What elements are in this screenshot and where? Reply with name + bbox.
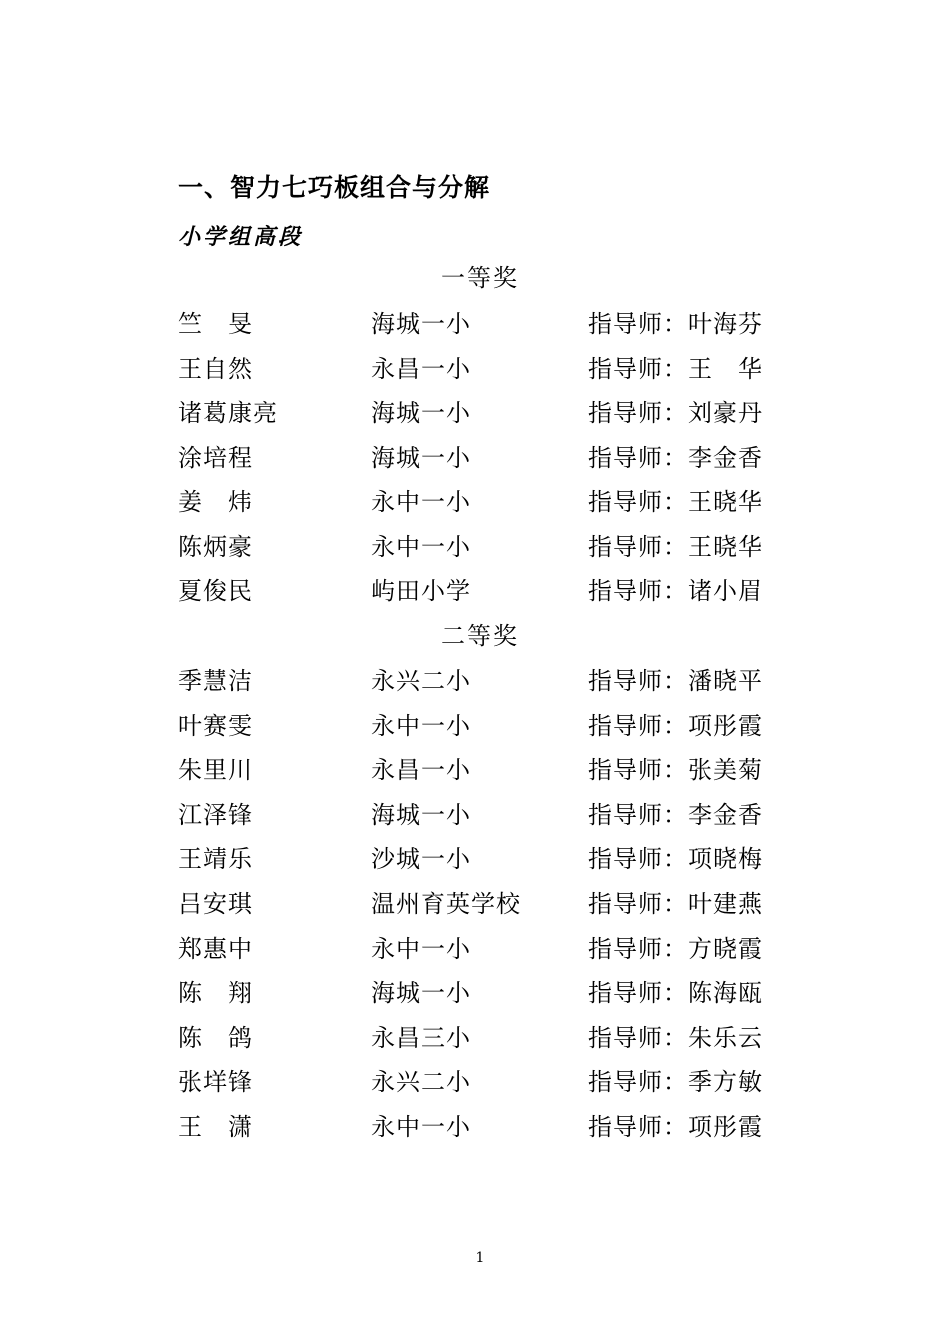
award-row (178, 839, 778, 873)
advisor-name: 指导师：李金香 (588, 801, 763, 829)
school-name: 永昌一小 (371, 756, 471, 784)
page-number: 1 (475, 1250, 485, 1266)
student-name: 王自然 (178, 355, 253, 383)
school-name: 永中一小 (371, 488, 471, 516)
school-name: 海城一小 (371, 444, 471, 472)
award-row (178, 750, 778, 784)
advisor-name: 指导师：潘晓平 (588, 667, 763, 695)
student-name: 吕安琪 (178, 890, 253, 918)
student-name: 张垟锋 (178, 1068, 253, 1096)
award-row (178, 571, 778, 605)
school-name: 永昌三小 (371, 1024, 471, 1052)
award-row (178, 706, 778, 740)
student-name: 朱里川 (178, 756, 253, 784)
school-name: 海城一小 (371, 310, 471, 338)
advisor-name: 指导师：刘豪丹 (588, 399, 763, 427)
award-row (178, 482, 778, 516)
advisor-name: 指导师：王晓华 (588, 533, 763, 561)
school-name: 永兴二小 (371, 667, 471, 695)
award-row (178, 884, 778, 918)
student-name: 涂培程 (178, 444, 253, 472)
student-name: 季慧洁 (178, 667, 253, 695)
school-name: 海城一小 (371, 801, 471, 829)
school-name: 温州育英学校 (371, 890, 521, 918)
school-name: 永兴二小 (371, 1068, 471, 1096)
award-heading-first: 一等奖 (441, 264, 519, 292)
student-name: 诸葛康亮 (178, 399, 278, 427)
award-row (178, 795, 778, 829)
student-name: 陈炳豪 (178, 533, 253, 561)
award-row (178, 304, 778, 338)
school-name: 海城一小 (371, 399, 471, 427)
award-row (178, 349, 778, 383)
advisor-name: 指导师：项晓梅 (588, 845, 763, 873)
award-row (178, 973, 778, 1007)
advisor-name: 指导师：方晓霞 (588, 935, 763, 963)
school-name: 沙城一小 (371, 845, 471, 873)
section-title: 一、智力七巧板组合与分解 (178, 173, 491, 202)
student-name: 陈 鸽 (178, 1024, 253, 1052)
advisor-name: 指导师：张美菊 (588, 756, 763, 784)
school-name: 海城一小 (371, 979, 471, 1007)
advisor-name: 指导师：叶建燕 (588, 890, 763, 918)
student-name: 叶赛雯 (178, 712, 253, 740)
student-name: 王靖乐 (178, 845, 253, 873)
school-name: 屿田小学 (371, 577, 471, 605)
student-name: 夏俊民 (178, 577, 253, 605)
school-name: 永中一小 (371, 533, 471, 561)
student-name: 竺 旻 (178, 310, 253, 338)
school-name: 永中一小 (371, 712, 471, 740)
advisor-name: 指导师：诸小眉 (588, 577, 763, 605)
advisor-name: 指导师：王晓华 (588, 488, 763, 516)
school-name: 永昌一小 (371, 355, 471, 383)
advisor-name: 指导师：项彤霞 (588, 1113, 763, 1141)
school-name: 永中一小 (371, 935, 471, 963)
award-row (178, 438, 778, 472)
award-row (178, 1107, 778, 1141)
award-row (178, 393, 778, 427)
advisor-name: 指导师：李金香 (588, 444, 763, 472)
award-heading-second: 二等奖 (441, 622, 519, 650)
advisor-name: 指导师：季方敏 (588, 1068, 763, 1096)
student-name: 陈 翔 (178, 979, 253, 1007)
award-row (178, 929, 778, 963)
student-name: 郑惠中 (178, 935, 253, 963)
school-name: 永中一小 (371, 1113, 471, 1141)
award-row (178, 1062, 778, 1096)
advisor-name: 指导师：叶海芬 (588, 310, 763, 338)
student-name: 姜 炜 (178, 488, 253, 516)
award-row (178, 1018, 778, 1052)
advisor-name: 指导师：陈海瓯 (588, 979, 763, 1007)
group-title: 小学组高段 (178, 225, 304, 250)
student-name: 王 潇 (178, 1113, 253, 1141)
student-name: 江泽锋 (178, 801, 253, 829)
advisor-name: 指导师：王 华 (588, 355, 763, 383)
award-row (178, 527, 778, 561)
advisor-name: 指导师：朱乐云 (588, 1024, 763, 1052)
award-row (178, 661, 778, 695)
advisor-name: 指导师：项彤霞 (588, 712, 763, 740)
